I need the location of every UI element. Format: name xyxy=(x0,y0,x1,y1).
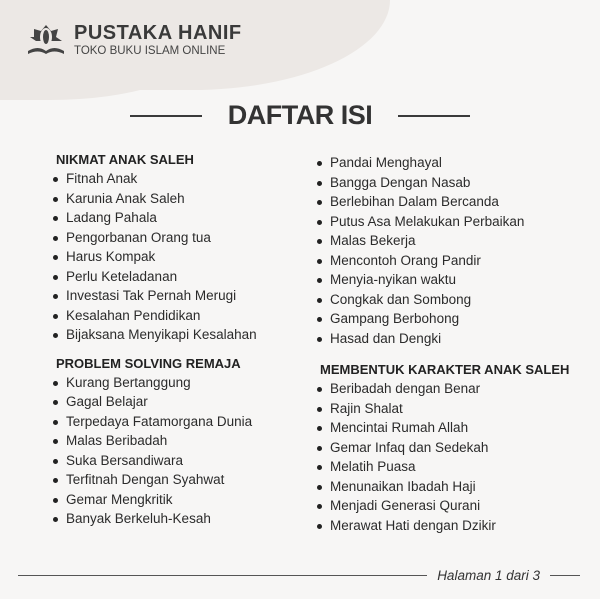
divider xyxy=(18,575,427,576)
brand-name: PUSTAKA HANIF xyxy=(74,22,242,44)
footer xyxy=(18,568,580,583)
toc-item: Gemar Infaq dan Sedekah xyxy=(312,438,569,458)
toc-item: Fitnah Anak xyxy=(48,169,257,189)
right-column xyxy=(312,153,569,546)
brand-logo xyxy=(26,22,242,57)
toc-item: Karunia Anak Saleh xyxy=(48,189,257,209)
left-column xyxy=(48,152,257,540)
toc-item: Beribadah dengan Benar xyxy=(312,379,569,399)
toc-item: Terfitnah Dengan Syahwat xyxy=(48,470,257,490)
toc-item: Harus Kompak xyxy=(48,247,257,267)
toc-section xyxy=(312,153,569,348)
toc-item: Banyak Berkeluh-Kesah xyxy=(48,509,257,529)
toc-item: Gemar Mengkritik xyxy=(48,490,257,510)
toc-list xyxy=(48,373,257,529)
toc-item: Gagal Belajar xyxy=(48,392,257,412)
toc-section xyxy=(312,362,569,535)
divider xyxy=(550,575,580,576)
toc-item: Suka Bersandiwara xyxy=(48,451,257,471)
toc-item: Berlebihan Dalam Bercanda xyxy=(312,192,569,212)
toc-item: Hasad dan Dengki xyxy=(312,329,569,349)
toc-item: Pandai Menghayal xyxy=(312,153,569,173)
title-row xyxy=(0,100,600,131)
toc-item: Kesalahan Pendidikan xyxy=(48,306,257,326)
book-lotus-logo-icon xyxy=(26,23,66,57)
toc-item: Gampang Berbohong xyxy=(312,309,569,329)
toc-item: Rajin Shalat xyxy=(312,399,569,419)
toc-section xyxy=(48,356,257,529)
toc-item: Investasi Tak Pernah Merugi xyxy=(48,286,257,306)
toc-list xyxy=(312,379,569,535)
section-heading: NIKMAT ANAK SALEH xyxy=(56,152,194,167)
toc-item: Malas Beribadah xyxy=(48,431,257,451)
toc-item: Congkak dan Sombong xyxy=(312,290,569,310)
page-title: DAFTAR ISI xyxy=(227,100,373,130)
toc-item: Putus Asa Melakukan Perbaikan xyxy=(312,212,569,232)
toc-section xyxy=(48,152,257,345)
toc-item: Menyia-nyikan waktu xyxy=(312,270,569,290)
toc-item: Melatih Puasa xyxy=(312,457,569,477)
toc-item: Perlu Keteladanan xyxy=(48,267,257,287)
toc-item: Bijaksana Menyikapi Kesalahan xyxy=(48,325,257,345)
section-heading: PROBLEM SOLVING REMAJA xyxy=(56,355,241,371)
toc-item: Menjadi Generasi Qurani xyxy=(312,496,569,516)
toc-item: Menunaikan Ibadah Haji xyxy=(312,477,569,497)
brand-tagline: TOKO BUKU ISLAM ONLINE xyxy=(74,45,226,57)
page-indicator: Halaman 1 dari 3 xyxy=(437,568,540,583)
divider xyxy=(130,115,202,117)
divider xyxy=(398,115,470,117)
toc-item: Ladang Pahala xyxy=(48,208,257,228)
toc-item: Malas Bekerja xyxy=(312,231,569,251)
toc-item: Pengorbanan Orang tua xyxy=(48,228,257,248)
toc-item: Bangga Dengan Nasab xyxy=(312,173,569,193)
toc-list xyxy=(48,169,257,345)
toc-item: Mencintai Rumah Allah xyxy=(312,418,569,438)
toc-item: Mencontoh Orang Pandir xyxy=(312,251,569,271)
section-heading: MEMBENTUK KARAKTER ANAK SALEH xyxy=(320,362,570,377)
toc-item: Kurang Bertanggung xyxy=(48,373,257,393)
toc-list xyxy=(312,153,569,348)
toc-item: Merawat Hati dengan Dzikir xyxy=(312,516,569,536)
toc-item: Terpedaya Fatamorgana Dunia xyxy=(48,412,257,432)
